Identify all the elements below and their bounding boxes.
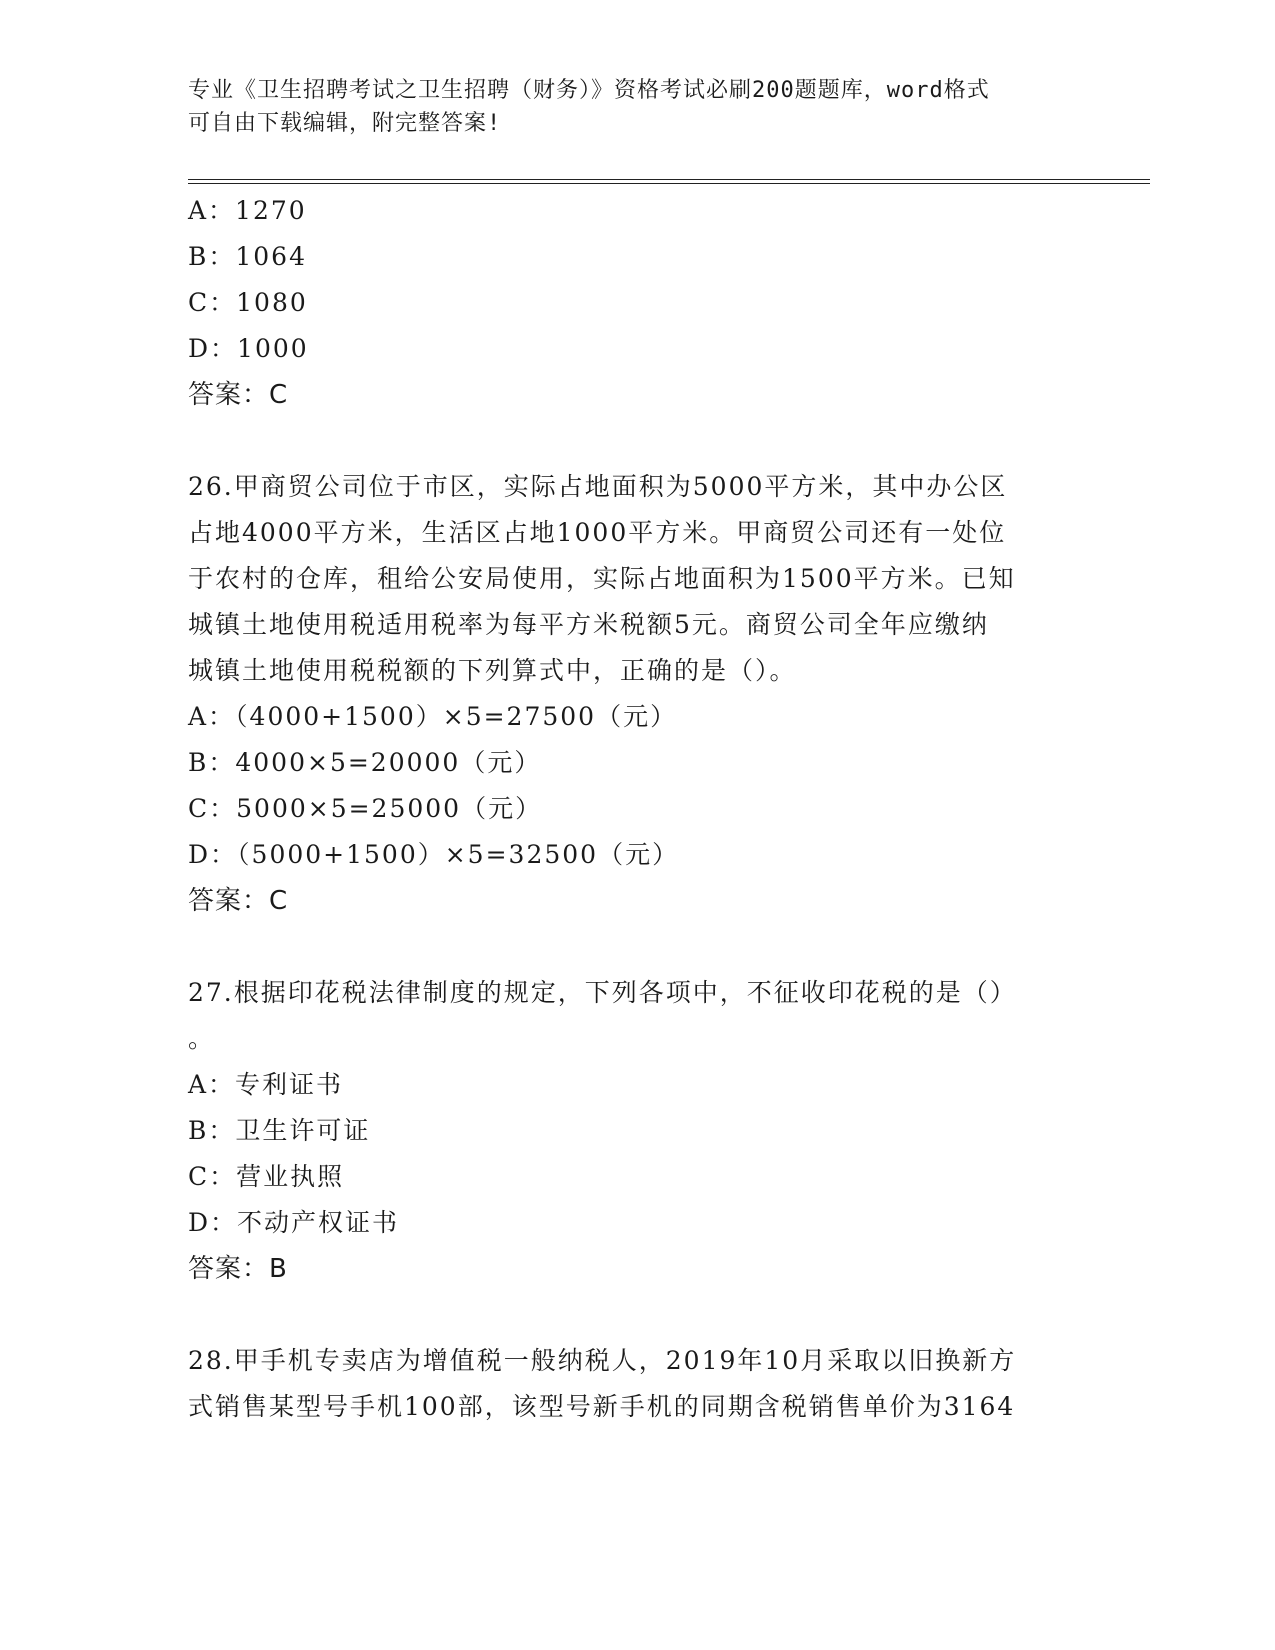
question-26	[188, 464, 1088, 924]
question-28	[188, 1338, 1088, 1430]
answer-label: 答案：C	[188, 886, 289, 916]
option-d: D：1000	[188, 334, 309, 363]
question-stem-line: 占地4000平方米，生活区占地1000平方米。甲商贸公司还有一处位	[188, 518, 1007, 547]
header-divider-top	[188, 179, 1150, 180]
option-d: D：不动产权证书	[188, 1208, 400, 1237]
question-stem-line: 城镇土地使用税适用税率为每平方米税额5元。商贸公司全年应缴纳	[188, 610, 989, 639]
question-stem-line: 城镇土地使用税税额的下列算式中，正确的是（）。	[188, 656, 797, 685]
answer-label: 答案：B	[188, 1254, 288, 1284]
question-list	[188, 188, 1088, 1430]
question-stem-line: 26.甲商贸公司位于市区，实际占地面积为5000平方米，其中办公区	[188, 472, 1008, 501]
answer-label: 答案：C	[188, 380, 289, 410]
header-line-1: 专业《卫生招聘考试之卫生招聘（财务）》资格考试必刷200题题库，word格式	[188, 78, 990, 103]
option-b: B：1064	[188, 242, 307, 271]
question-27	[188, 970, 1088, 1292]
header-line-2: 可自由下载编辑，附完整答案!	[188, 111, 502, 136]
question-stem-line: 式销售某型号手机100部，该型号新手机的同期含税销售单价为3164	[188, 1392, 1016, 1421]
document-header	[188, 74, 1068, 140]
question-stem-line: 28.甲手机专卖店为增值税一般纳税人，2019年10月采取以旧换新方	[188, 1346, 1017, 1375]
option-a: A：1270	[188, 196, 307, 225]
header-divider-bottom	[188, 183, 1150, 184]
question-stem-line: 27.根据印花税法律制度的规定，下列各项中，不征收印花税的是（）	[188, 978, 1017, 1007]
option-c: C：1080	[188, 288, 308, 317]
option-a: A：（4000+1500）×5=27500（元）	[188, 702, 678, 731]
option-b: B：4000×5=20000（元）	[188, 748, 542, 777]
question-25	[188, 188, 1088, 418]
option-c: C：营业执照	[188, 1162, 345, 1191]
question-stem-line: 。	[188, 1024, 216, 1053]
option-d: D：（5000+1500）×5=32500（元）	[188, 840, 680, 869]
option-a: A：专利证书	[188, 1070, 344, 1099]
option-c: C：5000×5=25000（元）	[188, 794, 543, 823]
option-b: B：卫生许可证	[188, 1116, 371, 1145]
question-stem-line: 于农村的仓库，租给公安局使用，实际占地面积为1500平方米。已知	[188, 564, 1016, 593]
